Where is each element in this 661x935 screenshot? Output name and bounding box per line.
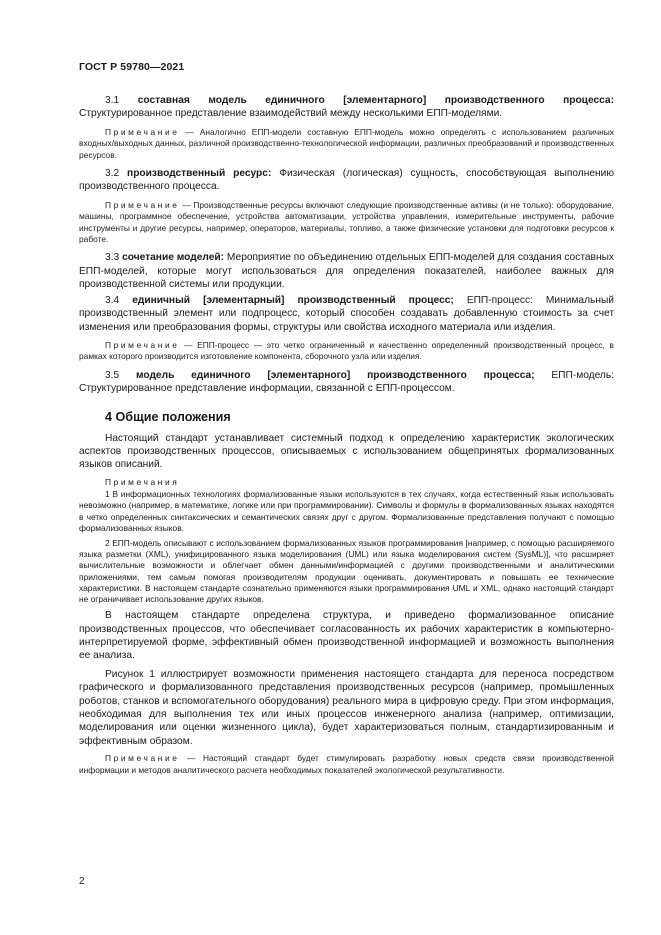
term-3-1 bbox=[79, 94, 614, 121]
term-3-2 bbox=[79, 167, 614, 194]
term-number: 3.1 bbox=[105, 95, 120, 106]
term-3-5 bbox=[79, 369, 614, 396]
term-number: 3.3 bbox=[105, 252, 120, 264]
note-text: — Аналогично ЕПП-модели составную ЕПП-модель можно определять с использованием различных входных/выходных данных, различной производственно-технологической информации, различных преобразований и производственных ресурсов. bbox=[79, 126, 614, 160]
note-label: Примечание bbox=[105, 199, 180, 210]
term-definition: Физическая (логическая) сущность, способствующая выполнению производственного процесса. bbox=[79, 168, 614, 193]
section-paragraph-1: Настоящий стандарт устанавливает системный подход к определению характеристик экологических аспектов производственных процессов, описываемых с использованием общепринятых формализованных языков описаний. bbox=[79, 432, 614, 471]
note-text: — Производственные ресурсы включают следующие производственные активы (и не только): оборудование, машины, программное обеспечение, устройства автоматизации, устройства управления, измерительные инструменты, рабочие инструменты и другие ресурсы, например, операторов, материалы, топливо, а также физические установки для подготовки ресурсов к работе. bbox=[79, 199, 614, 245]
note-label: Примечание bbox=[105, 339, 180, 350]
section-paragraph-2: В настоящем стандарте определена структура, и приведено формализованное описание производственных процессов, что обеспечивает согласованность их рабочих характеристик в компьютерно-интерпретируемой форме, эффективный обмен производственной информацией и возможность выполнения ее анализа. bbox=[79, 610, 614, 662]
section-note-1: 1 В информационных технологиях формализованные языки используются в тех случаях, когда естественный язык использовать невозможно (например, в математике, логике или при программировании). Символы и формулы в формализованных языках находятся в четко определенных синтаксических и семантических связях друг с другом. Формализованные представления получают с помощью формализованных языков. bbox=[79, 489, 614, 533]
term-number: 3.2 bbox=[105, 168, 120, 180]
note-label: Примечание bbox=[105, 126, 180, 137]
page-number: 2 bbox=[79, 876, 85, 887]
term-definition: ЕПП-процесс: Минимальный производственный элемент или подпроцесс, который способен создавать добавленную стоимость за счет изменения или преобразования формы, структуры или свойства исходного материала или изделия. bbox=[79, 294, 614, 333]
standard-header: ГОСТ Р 59780—2021 bbox=[79, 61, 185, 73]
term-3-4 bbox=[79, 294, 614, 334]
term-name: сочетание моделей: bbox=[122, 252, 225, 264]
section-final-note bbox=[79, 753, 614, 776]
term-definition: ЕПП-модель: Структурированное представление информации, связанной с ЕПП-процессом. bbox=[79, 369, 614, 395]
term-number: 3.5 bbox=[105, 369, 120, 381]
term-note-3-4 bbox=[79, 340, 614, 363]
term-name: составная модель единичного [элементарного] производственного процесса: bbox=[137, 95, 614, 106]
notes-heading: Примечания bbox=[105, 476, 180, 487]
section-title: 4 Общие положения bbox=[105, 409, 231, 424]
term-definition: Мероприятие по объединению отдельных ЕПП-моделей для создания составных ЕПП-моделей, которые могут использоваться для определения показателей, наиболее важных для производственной системы или продукции. bbox=[79, 252, 614, 291]
term-name: производственный ресурс: bbox=[127, 168, 272, 180]
note-label: Примечание bbox=[105, 753, 180, 764]
document-page bbox=[79, 61, 614, 782]
term-name: единичный [элементарный] производственный процесс; bbox=[132, 294, 454, 306]
section-note-2: 2 ЕПП-модель описывают с использованием формализованных языков программирования [например, с помощью расширяемого языка разметки (XML), унифицированного языка моделирования (UML) или языка моделирования систем (SysML)], что расширяет вычислительные возможности и облегчает обмен данными/информацией с другими производственными и аналитическими приложениями, тем самым помогая производителям продукции оценивать, документировать и повышать ее технические характеристики. В настоящем стандарте сознательно применяются языки программирования UML и XML, однако настоящий стандарт не ограничивает использование других языков. bbox=[79, 537, 614, 604]
note-text: — ЕПП-процесс — это четко ограниченный и качественно определенный производственный процесс, в рамках которого производится изготовление компонента, сборочного узла или изделия. bbox=[79, 339, 614, 362]
note-text: — Настоящий стандарт будет стимулировать разработку новых средств связи производственной информации и методов аналитического расчета необходимых показателей экологической результативности. bbox=[79, 753, 614, 775]
term-note-3-2 bbox=[79, 200, 614, 246]
term-note-3-1 bbox=[79, 127, 614, 161]
section-paragraph-3: Рисунок 1 иллюстрирует возможности применения настоящего стандарта для переноса посредством графического и формализованного представления производственных ресурсов (например, промышленных роботов, станков и вспомогательного оборудования) реального мира в цифровую среду. При этом информация, необходимая для выполнения тех или иных процессов инженерного анализа (например, оптимизации, моделирования или оценки жизненного цикла), будет характеризоваться полным, стандартизированным и эффективным образом. bbox=[79, 668, 614, 747]
term-name: модель единичного [элементарного] производственного процесса; bbox=[135, 369, 535, 381]
term-3-3 bbox=[79, 251, 614, 291]
term-definition: Структурированное представление взаимодействий между несколькими ЕПП-моделями. bbox=[79, 108, 503, 120]
term-number: 3.4 bbox=[105, 294, 120, 306]
